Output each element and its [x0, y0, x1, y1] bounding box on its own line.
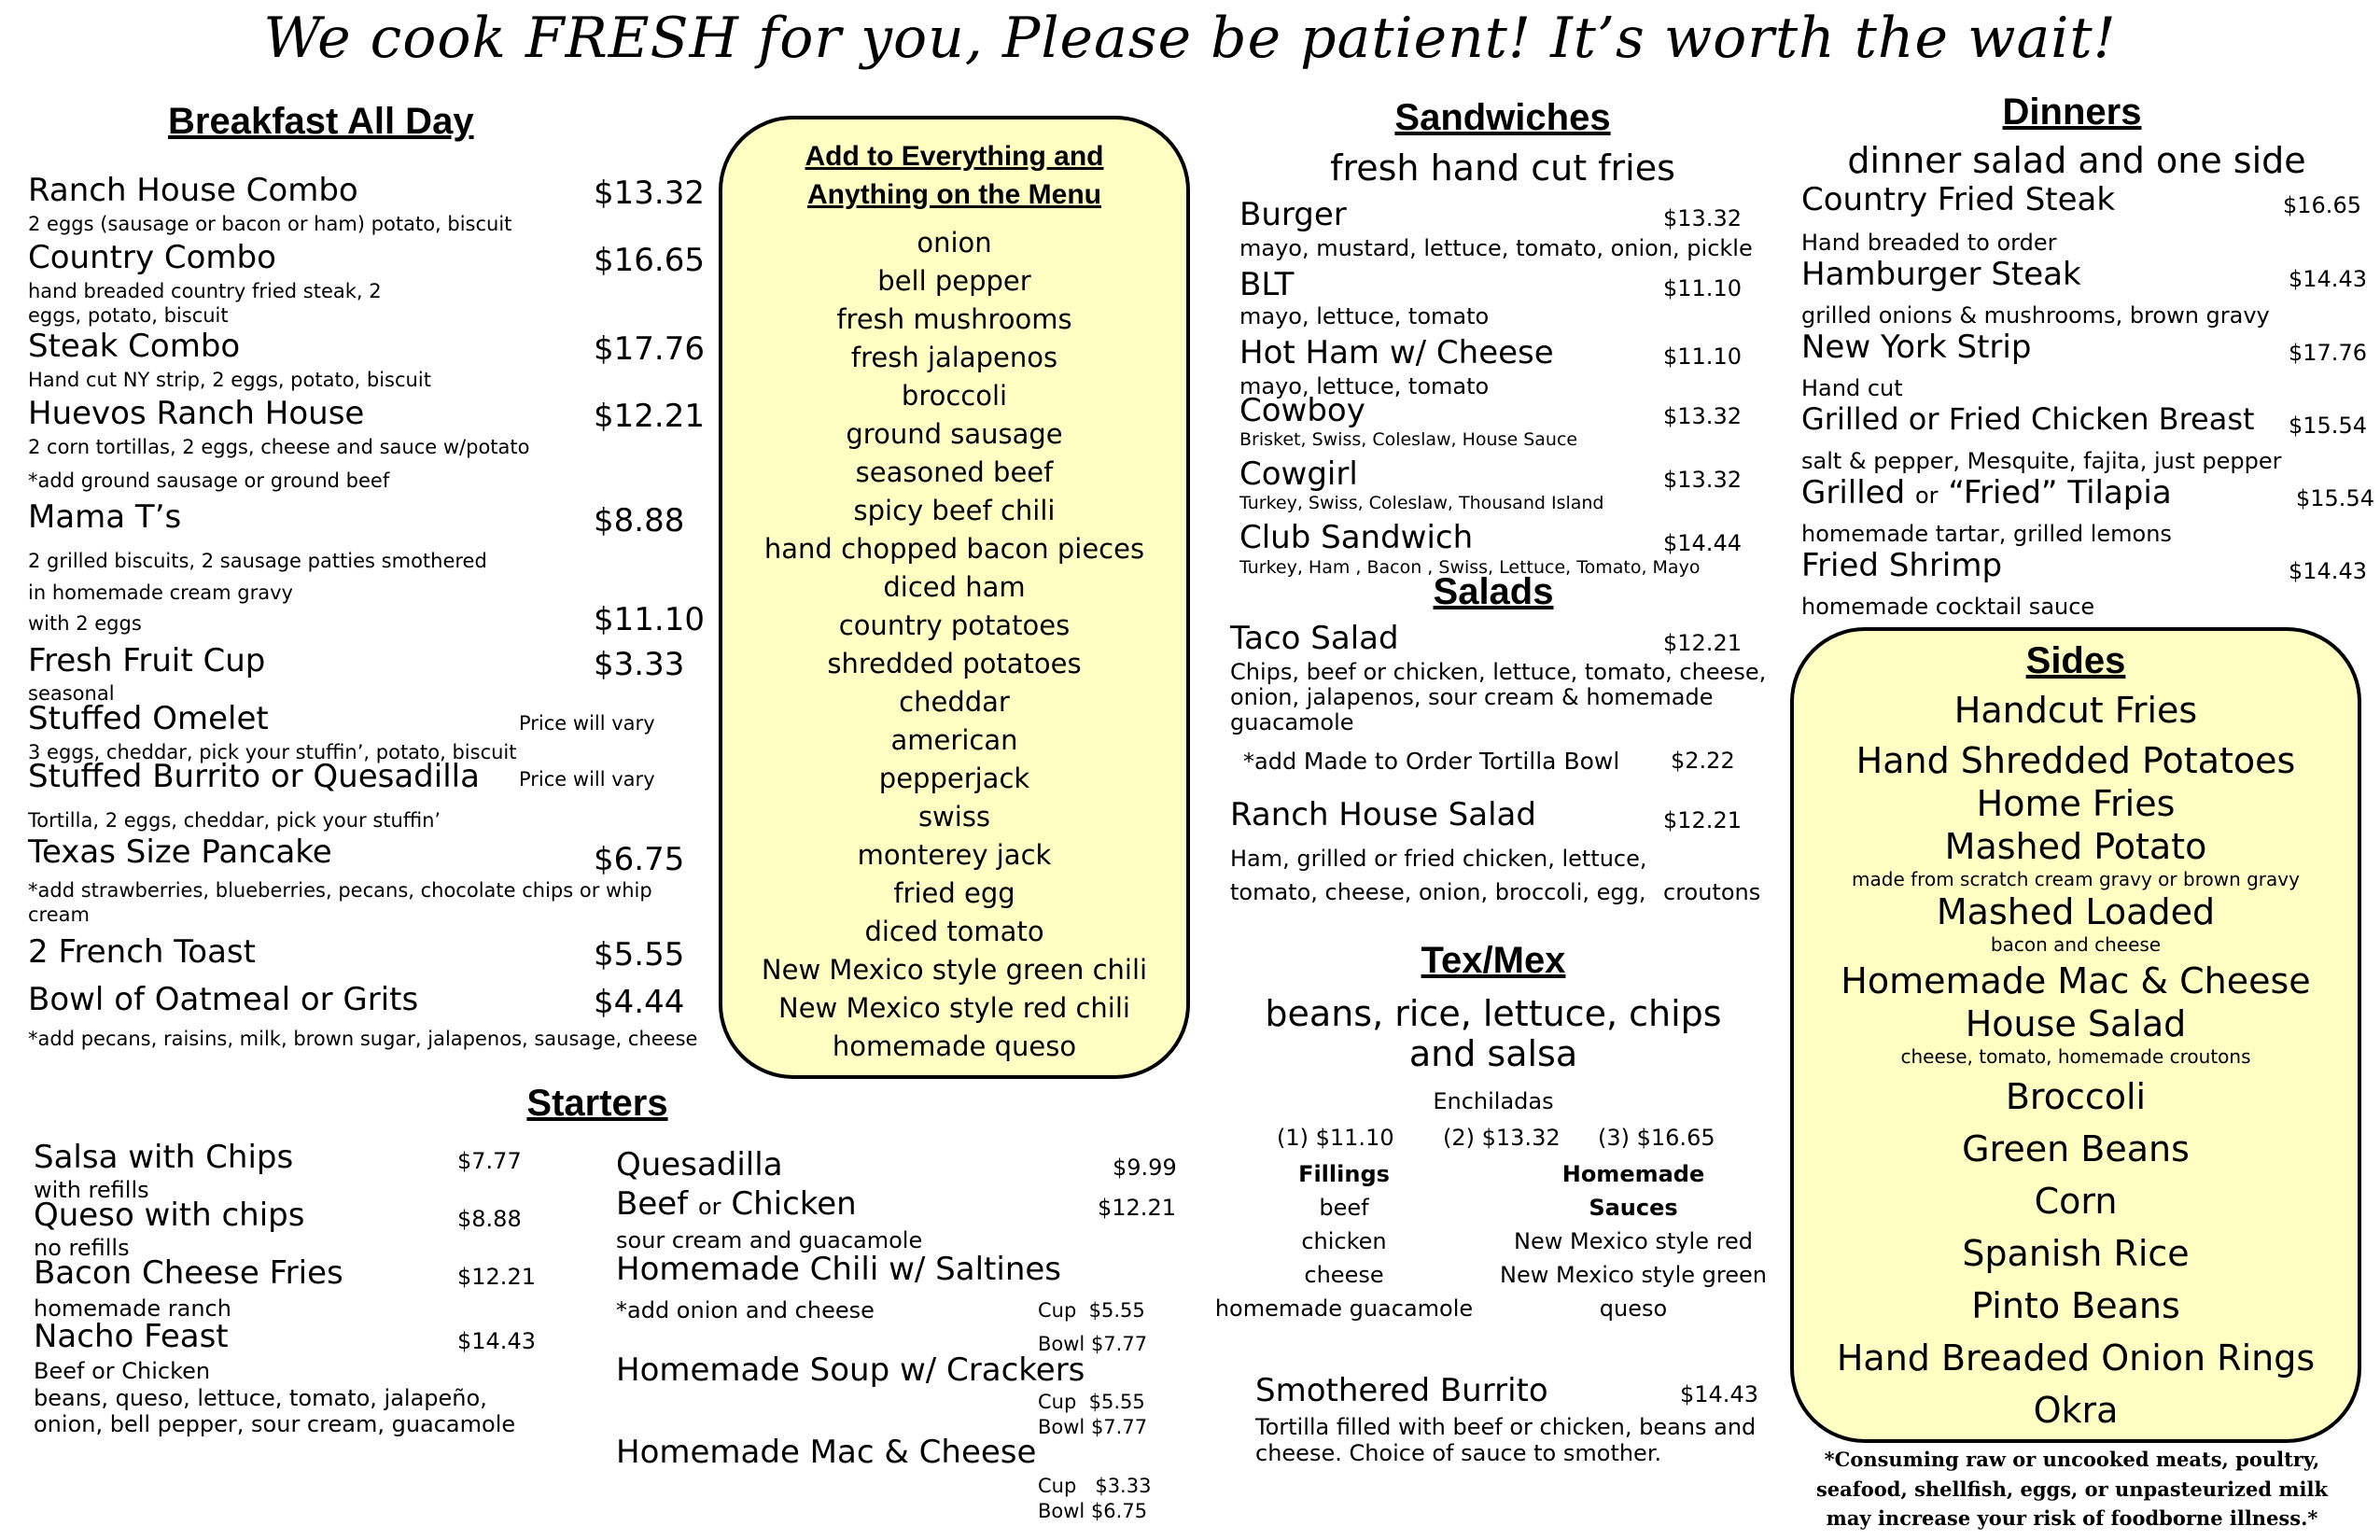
menu-item-price: $13.32: [1663, 403, 1742, 429]
addon-item: fried egg: [893, 877, 1015, 909]
fillings-column: [1204, 1161, 1484, 1329]
addon-prefix: *add: [1243, 749, 1297, 775]
menu-item-name: Bowl of Oatmeal or Grits: [28, 981, 419, 1018]
menu-item-desc: salt & pepper, Mesquite, fajita, just pepper: [1801, 448, 2282, 474]
menu-item-price: $16.65: [2283, 192, 2361, 218]
warning-line: *Consuming raw or uncooked meats, poultry,: [1824, 1448, 2320, 1471]
menu-item-price: $14.43: [1680, 1381, 1758, 1407]
side-name: Pinto Beans: [1971, 1285, 2180, 1326]
side-item: [1794, 1337, 2358, 1379]
menu-item-name: Hot Ham w/ Cheese: [1239, 334, 1554, 371]
addon-name: Made to Order Tortilla Bowl: [1303, 748, 1620, 775]
menu-item-price: $4.44: [594, 984, 685, 1021]
menu-item-desc: 3 eggs, cheddar, pick your stuffin’, potato, biscuit: [28, 741, 517, 763]
enchilada-price: (3) $16.65: [1598, 1125, 1715, 1151]
menu-item-desc: croutons: [1663, 879, 1761, 905]
side-item: [1794, 739, 2358, 782]
salads-title: Salads: [1433, 571, 1554, 612]
menu-item-price: $14.43: [2289, 266, 2367, 292]
menu-item-name: Homemade Soup w/ Crackers: [616, 1351, 1085, 1389]
menu-item-desc: Brisket, Swiss, Coleslaw, House Sauce: [1239, 429, 1578, 450]
menu-item-price: $8.88: [457, 1206, 522, 1232]
side-item: [1794, 1075, 2358, 1118]
menu-item-name: Homemade Chili w/ Saltines: [616, 1251, 1061, 1288]
menu-item-desc: Tortilla, 2 eggs, cheddar, pick your stuffin’: [28, 809, 441, 832]
menu-item-price: $13.32: [1663, 205, 1742, 231]
menu-item-desc: beans, queso, lettuce, tomato, jalapeño,: [34, 1385, 487, 1411]
menu-item-name: Mama T’s: [28, 498, 182, 536]
menu-item-price: $15.54: [2289, 413, 2367, 439]
menu-item-desc: Hand breaded to order: [1801, 230, 2057, 256]
menu-item-desc: Ham, grilled or fried chicken, lettuce,: [1230, 846, 1647, 872]
menu-item-desc: 2 corn tortillas, 2 eggs, cheese and sauce w/potato: [28, 436, 530, 458]
name-part: “Fried” Tilapia: [1948, 474, 2172, 511]
menu-item-desc: mayo, lettuce, tomato: [1239, 373, 1490, 399]
menu-item-price: $5.55: [594, 936, 685, 973]
sides-box: [1790, 627, 2361, 1443]
addon-item: american: [890, 724, 1018, 756]
menu-item-name: Fresh Fruit Cup: [28, 642, 266, 679]
menu-item-price: $12.21: [1663, 807, 1742, 833]
menu-item-name: Ranch House Salad: [1230, 796, 1536, 833]
sauces-title: Homemade: [1561, 1161, 1705, 1187]
addon-item: country potatoes: [838, 609, 1071, 641]
menu-item-desc: grilled onions & mushrooms, brown gravy: [1801, 302, 2270, 329]
side-item: [1794, 825, 2358, 890]
side-item: [1794, 890, 2358, 956]
side-item: [1794, 782, 2358, 825]
name-part: Beef: [616, 1185, 689, 1223]
addon-item: diced ham: [883, 571, 1026, 603]
addons-box: [719, 116, 1190, 1079]
texmex-subtitle-line2: and salsa: [1408, 1033, 1578, 1074]
menu-item-name: 2 French Toast: [28, 933, 256, 971]
menu-item-price: $17.76: [594, 330, 705, 368]
side-name: Home Fries: [1976, 783, 2176, 824]
menu-item-price: $17.76: [2289, 340, 2367, 366]
menu-item-price: $13.32: [594, 175, 705, 212]
filling-item: chicken: [1301, 1228, 1387, 1254]
menu-item-name: Ranch House Combo: [28, 172, 358, 209]
side-note: made from scratch cream gravy or brown gravy: [1852, 868, 2300, 890]
menu-item-desc: homemade ranch: [34, 1295, 231, 1322]
side-item: [1794, 1284, 2358, 1327]
menu-item-desc: guacamole: [1230, 709, 1354, 735]
menu-item-desc: *add strawberries, blueberries, pecans, chocolate chips or whip cream: [28, 879, 652, 927]
menu-item-name: Texas Size Pancake: [28, 833, 332, 871]
menu-item-name: Hamburger Steak: [1801, 256, 2081, 293]
menu-item-price: $15.54: [2296, 485, 2374, 511]
side-item: [1794, 1180, 2358, 1223]
menu-item-desc: Tortilla filled with beef or chicken, beans and: [1255, 1414, 1757, 1440]
dinners-subtitle: dinner salad and one side: [1847, 140, 2306, 181]
menu-item-desc: cheese. Choice of sauce to smother.: [1255, 1440, 1662, 1466]
menu-item-desc: Turkey, Ham , Bacon , Swiss, Lettuce, Tomato, Mayo: [1239, 557, 1701, 578]
menu-item-price: $6.75: [594, 841, 685, 878]
menu-item-desc: seasonal: [28, 682, 115, 705]
enchiladas-label: Enchiladas: [1433, 1088, 1554, 1114]
addon-item: ground sausage: [846, 418, 1063, 450]
texmex-title: Tex/Mex: [1421, 940, 1566, 981]
dinners-title: Dinners: [2002, 91, 2142, 133]
menu-item-name: Club Sandwich: [1239, 519, 1474, 556]
starters-title: Starters: [526, 1083, 668, 1124]
menu-item-name: Quesadilla: [616, 1146, 783, 1183]
side-item: [1794, 1389, 2358, 1432]
bowl-price: Bowl $6.75: [1038, 1500, 1148, 1522]
addons-list: [722, 224, 1186, 1066]
menu-item-price: $12.21: [457, 1264, 536, 1290]
menu-item-desc: Hand cut NY strip, 2 eggs, potato, biscuit: [28, 369, 431, 391]
side-note: bacon and cheese: [1990, 933, 2162, 956]
menu-item-desc: Turkey, Swiss, Coleslaw, Thousand Island: [1239, 493, 1604, 513]
breakfast-title: Breakfast All Day: [168, 101, 474, 142]
side-item: [1794, 959, 2358, 1002]
side-name: House Salad: [1965, 1003, 2187, 1044]
addons-title-line1: Add to Everything and: [805, 141, 1104, 172]
addon-item: seasoned beef: [855, 456, 1054, 488]
menu-item-name: Bacon Cheese Fries: [34, 1254, 343, 1292]
addon-item: New Mexico style red chili: [778, 992, 1130, 1024]
headline: We cook FRESH for you, Please be patient! It’s worth the wait!: [263, 6, 2117, 71]
sauces-title: Sauces: [1589, 1195, 1678, 1221]
menu-item-price: $11.10: [594, 601, 705, 638]
side-item: [1794, 1002, 2358, 1068]
menu-item-price: $12.21: [594, 398, 705, 435]
addon-item: broccoli: [901, 380, 1008, 412]
menu-item-price: $3.33: [594, 646, 685, 683]
menu-item-desc: tomato, cheese, onion, broccoli, egg,: [1230, 879, 1646, 905]
side-name: Hand Shredded Potatoes: [1855, 740, 2296, 781]
menu-item-desc: onion, jalapenos, sour cream & homemade: [1230, 684, 1714, 710]
side-name: Handcut Fries: [1953, 690, 2198, 731]
bowl-price: Bowl $7.77: [1038, 1333, 1148, 1355]
salad-addon: [1243, 748, 1619, 775]
menu-item-price: $8.88: [594, 502, 685, 539]
cup-price: Cup $5.55: [1038, 1391, 1145, 1413]
cup-price: Cup $5.55: [1038, 1299, 1145, 1322]
menu-item-desc: 2 eggs (sausage or bacon or ham) potato, biscuit: [28, 213, 512, 235]
enchilada-price: (2) $13.32: [1443, 1125, 1561, 1151]
menu-item-price: $12.21: [1663, 630, 1742, 656]
warning-line: may increase your risk of foodborne illness.*: [1826, 1506, 2318, 1530]
side-name: Green Beans: [1962, 1128, 2190, 1169]
filling-item: beef: [1319, 1195, 1369, 1221]
addon-item: shredded potatoes: [827, 648, 1082, 679]
menu-item-name: [1801, 476, 2172, 511]
menu-item-desc: *add pecans, raisins, milk, brown sugar, jalapenos, sausage, cheese: [28, 1028, 698, 1050]
menu-item-desc: mayo, lettuce, tomato: [1239, 303, 1490, 329]
sauce-item: New Mexico style red: [1514, 1228, 1753, 1254]
menu-item-note: *add ground sausage or ground beef: [28, 469, 390, 492]
menu-item-name: Country Combo: [28, 239, 276, 276]
sauce-item: queso: [1599, 1295, 1668, 1322]
sides-title: Sides: [2025, 640, 2126, 681]
side-name: Mashed Loaded: [1936, 891, 2216, 932]
menu-item-price: $11.10: [1663, 275, 1742, 301]
menu-item-name: Grilled or Fried Chicken Breast: [1801, 401, 2255, 437]
fillings-title: Fillings: [1298, 1161, 1390, 1187]
side-item: [1794, 1127, 2358, 1170]
menu-item-desc: mayo, mustard, lettuce, tomato, onion, pickle: [1239, 235, 1753, 261]
menu-item-desc: Hand cut: [1801, 375, 1903, 401]
menu-item-desc: 2 grilled biscuits, 2 sausage patties smothered: [28, 550, 487, 572]
addon-item: swiss: [917, 801, 991, 833]
menu-item-price: $14.43: [457, 1328, 536, 1354]
menu-item-price: $14.44: [1663, 530, 1742, 556]
addons-title-line2: Anything on the Menu: [807, 178, 1101, 210]
addon-item: spicy beef chili: [853, 495, 1056, 526]
addon-item: cheddar: [899, 686, 1010, 718]
texmex-subtitle-line1: beans, rice, lettuce, chips: [1265, 993, 1722, 1034]
sides-list: [1794, 689, 2358, 1432]
menu-item-desc: homemade tartar, grilled lemons: [1801, 521, 2172, 547]
addons-title: [722, 138, 1186, 214]
addon-item: diced tomato: [864, 916, 1044, 947]
menu-item-price: $7.77: [457, 1148, 522, 1174]
menu-item-price: $2.22: [1671, 748, 1735, 774]
menu-item-price: Price will vary: [519, 712, 655, 735]
addon-item: onion: [917, 227, 992, 259]
addon-item: fresh jalapenos: [850, 342, 1058, 373]
warning-line: seafood, shellfish, eggs, or unpasteurized milk: [1815, 1477, 2329, 1501]
side-name: Spanish Rice: [1962, 1233, 2190, 1274]
menu-item-name: [616, 1187, 857, 1222]
menu-item-name: Fried Shrimp: [1801, 547, 2003, 584]
name-connector: or: [1914, 483, 1939, 509]
menu-item-desc: sour cream and guacamole: [616, 1227, 923, 1253]
menu-item-name: Stuffed Omelet: [28, 700, 269, 737]
cup-price: Cup $3.33: [1038, 1475, 1152, 1497]
menu-item-name: New York Strip: [1801, 329, 2032, 366]
side-name: Okra: [2033, 1390, 2119, 1431]
enchilada-price: (1) $11.10: [1277, 1125, 1394, 1151]
foodborne-warning: [1773, 1445, 2371, 1533]
addon-item: pepperjack: [878, 763, 1030, 794]
addon-item: monterey jack: [857, 839, 1052, 871]
side-name: Hand Breaded Onion Rings: [1836, 1337, 2316, 1379]
menu-item-name: Nacho Feast: [34, 1318, 229, 1355]
filling-item: homemade guacamole: [1214, 1295, 1474, 1322]
menu-item-note: *add onion and cheese: [616, 1297, 875, 1323]
menu-item-name: Smothered Burrito: [1255, 1372, 1548, 1409]
menu-item-name: Homemade Mac & Cheese: [616, 1434, 1037, 1471]
menu-item-price: Price will vary: [519, 768, 655, 791]
menu-item-desc: Beef or Chicken: [34, 1358, 211, 1384]
addon-item: homemade queso: [832, 1030, 1077, 1062]
sandwiches-subtitle: fresh hand cut fries: [1330, 147, 1675, 189]
menu-item-desc: in homemade cream gravy: [28, 581, 293, 604]
side-name: Homemade Mac & Cheese: [1841, 960, 2311, 1001]
menu-item-name: Salsa with Chips: [34, 1139, 294, 1176]
menu-item-desc: onion, bell pepper, sour cream, guacamole: [34, 1411, 516, 1437]
menu-item-desc: hand breaded country fried steak, 2 eggs, potato, biscuit: [28, 280, 382, 328]
menu-item-desc: with refills: [34, 1177, 149, 1203]
menu-item-name: Queso with chips: [34, 1197, 305, 1234]
side-name: Broccoli: [2005, 1076, 2147, 1117]
addon-item: New Mexico style green chili: [761, 954, 1148, 986]
menu-item-name: Stuffed Burrito or Quesadilla: [28, 758, 480, 795]
addon-item: hand chopped bacon pieces: [763, 533, 1145, 565]
addon-item: fresh mushrooms: [836, 303, 1072, 335]
menu-item-price: $13.32: [1663, 467, 1742, 493]
side-name: Mashed Potato: [1944, 826, 2207, 867]
menu-item-price: $9.99: [1113, 1155, 1177, 1181]
menu-item-price: $12.21: [1098, 1195, 1176, 1221]
name-part: Chicken: [731, 1185, 857, 1223]
menu-item-price: $16.65: [594, 242, 705, 279]
menu-item-name: Taco Salad: [1230, 620, 1399, 657]
sauces-column: [1493, 1161, 1773, 1329]
addon-item: bell pepper: [877, 265, 1031, 297]
menu-item-price: $11.10: [1663, 343, 1742, 370]
side-item: [1794, 689, 2358, 732]
side-item: [1794, 1232, 2358, 1275]
menu-item-name: Cowboy: [1239, 392, 1365, 429]
menu-item-name: Cowgirl: [1239, 455, 1358, 493]
menu-item-price: $14.43: [2289, 558, 2367, 584]
name-connector: or: [697, 1194, 721, 1220]
menu-item-desc: with 2 eggs: [28, 612, 142, 635]
menu-item-name: Country Fried Steak: [1801, 181, 2116, 218]
name-part: Grilled: [1801, 474, 1906, 511]
menu-item-desc: no refills: [34, 1235, 130, 1261]
sauce-item: New Mexico style green: [1500, 1262, 1767, 1288]
sandwiches-title: Sandwiches: [1394, 97, 1611, 138]
menu-item-name: Steak Combo: [28, 328, 241, 365]
bowl-price: Bowl $7.77: [1038, 1416, 1148, 1438]
side-name: Corn: [2034, 1181, 2118, 1222]
menu-item-desc: Chips, beef or chicken, lettuce, tomato, cheese,: [1230, 659, 1767, 685]
side-note: cheese, tomato, homemade croutons: [1900, 1045, 2251, 1068]
menu-item-name: BLT: [1239, 266, 1295, 303]
menu-item-desc: homemade cocktail sauce: [1801, 594, 2095, 620]
filling-item: cheese: [1304, 1262, 1384, 1288]
menu-item-name: Huevos Ranch House: [28, 395, 365, 432]
menu-item-name: Burger: [1239, 196, 1347, 233]
